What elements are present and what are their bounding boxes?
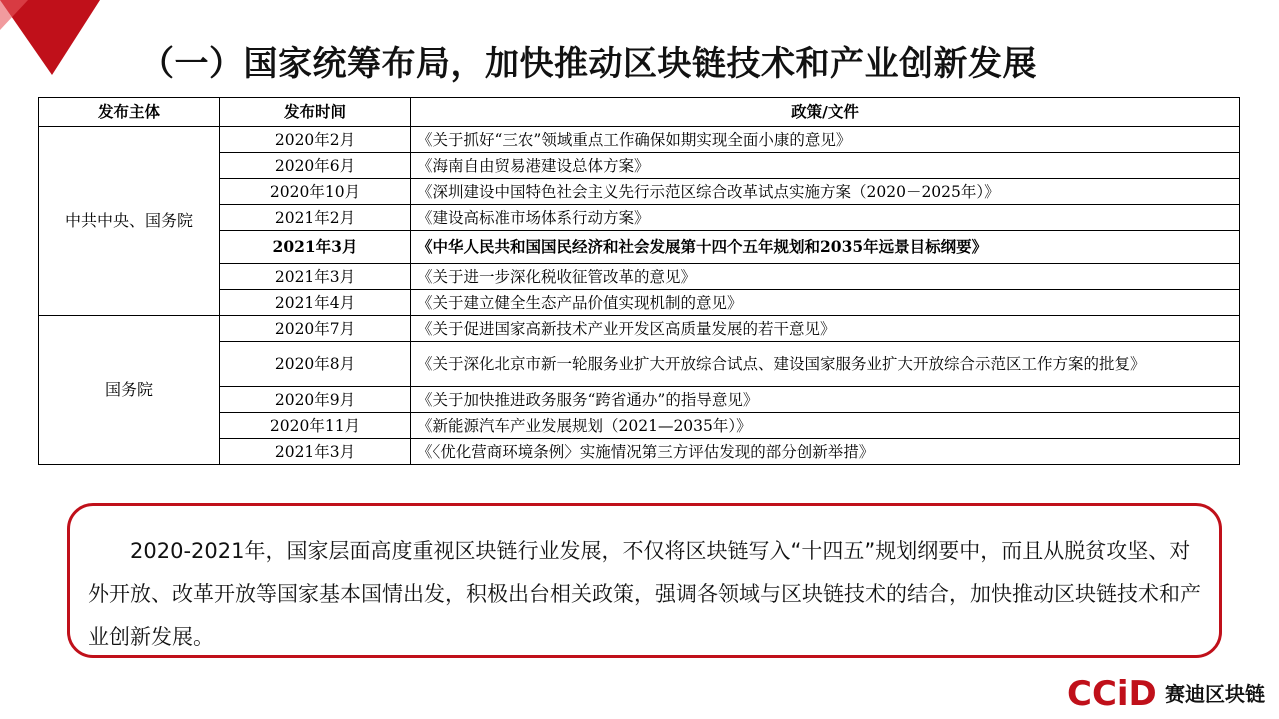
table-row [39,264,1240,290]
document-cell: 《深圳建设中国特色社会主义先行示范区综合改革试点实施方案（2020－2025年）》 [411,179,1240,205]
date-cell: 2021年3月 [220,439,411,465]
logo-name: 赛迪区块链 [1165,681,1265,706]
summary-box [67,503,1222,658]
date-cell: 2020年8月 [220,342,411,387]
table-row [39,387,1240,413]
date-cell: 2020年11月 [220,413,411,439]
table-row [39,439,1240,465]
document-cell: 《〈优化营商环境条例〉实施情况第三方评估发现的部分创新举措》 [411,439,1240,465]
document-cell: 《中华人民共和国国民经济和社会发展第十四个五年规划和2035年远景目标纲要》 [411,231,1240,264]
header-document: 政策/文件 [411,98,1240,127]
date-cell: 2021年2月 [220,205,411,231]
date-cell: 2020年9月 [220,387,411,413]
document-cell: 《海南自由贸易港建设总体方案》 [411,153,1240,179]
document-cell: 《关于进一步深化税收征管改革的意见》 [411,264,1240,290]
policy-table [38,97,1240,465]
date-cell: 2021年3月 [220,231,411,264]
issuer-cell: 中共中央、国务院 [39,127,220,316]
document-cell: 《新能源汽车产业发展规划（2021—2035年）》 [411,413,1240,439]
issuer-cell: 国务院 [39,316,220,465]
table-row [39,127,1240,153]
table-row [39,316,1240,342]
date-cell: 2020年7月 [220,316,411,342]
table-header-row [39,98,1240,127]
document-cell: 《关于建立健全生态产品价值实现机制的意见》 [411,290,1240,316]
table-row [39,413,1240,439]
document-cell: 《关于抓好“三农”领域重点工作确保如期实现全面小康的意见》 [411,127,1240,153]
table-row [39,205,1240,231]
document-cell: 《关于促进国家高新技术产业开发区高质量发展的若干意见》 [411,316,1240,342]
date-cell: 2021年3月 [220,264,411,290]
red-triangle-icon [0,0,100,75]
ccid-logo [1067,670,1265,714]
date-cell: 2020年10月 [220,179,411,205]
table-row [39,153,1240,179]
document-cell: 《关于加快推进政务服务“跨省通办”的指导意见》 [411,387,1240,413]
table-row [39,290,1240,316]
date-cell: 2021年4月 [220,290,411,316]
document-cell: 《建设高标准市场体系行动方案》 [411,205,1240,231]
table-row-highlighted [39,231,1240,264]
page-title: （一）国家统筹布局，加快推动区块链技术和产业创新发展 [140,44,1037,84]
date-cell: 2020年2月 [220,127,411,153]
table-row [39,179,1240,205]
ccid-logo-mark [1067,672,1159,712]
header-date: 发布时间 [220,98,411,127]
summary-text: 2020-2021年，国家层面高度重视区块链行业发展，不仅将区块链写入“十四五”规划纲要中，而且从脱贫攻坚、对外开放、改革开放等国家基本国情出发，积极出台相关政策，强调各领域与区块链技术的结合，加快推动区块链技术和产业创新发展。 [88,539,1201,649]
date-cell: 2020年6月 [220,153,411,179]
table-row [39,342,1240,387]
document-cell: 《关于深化北京市新一轮服务业扩大开放综合试点、建设国家服务业扩大开放综合示范区工作方案的批复》 [411,342,1240,387]
svg-text:CCiD: CCiD [1067,674,1157,712]
header-issuer: 发布主体 [39,98,220,127]
